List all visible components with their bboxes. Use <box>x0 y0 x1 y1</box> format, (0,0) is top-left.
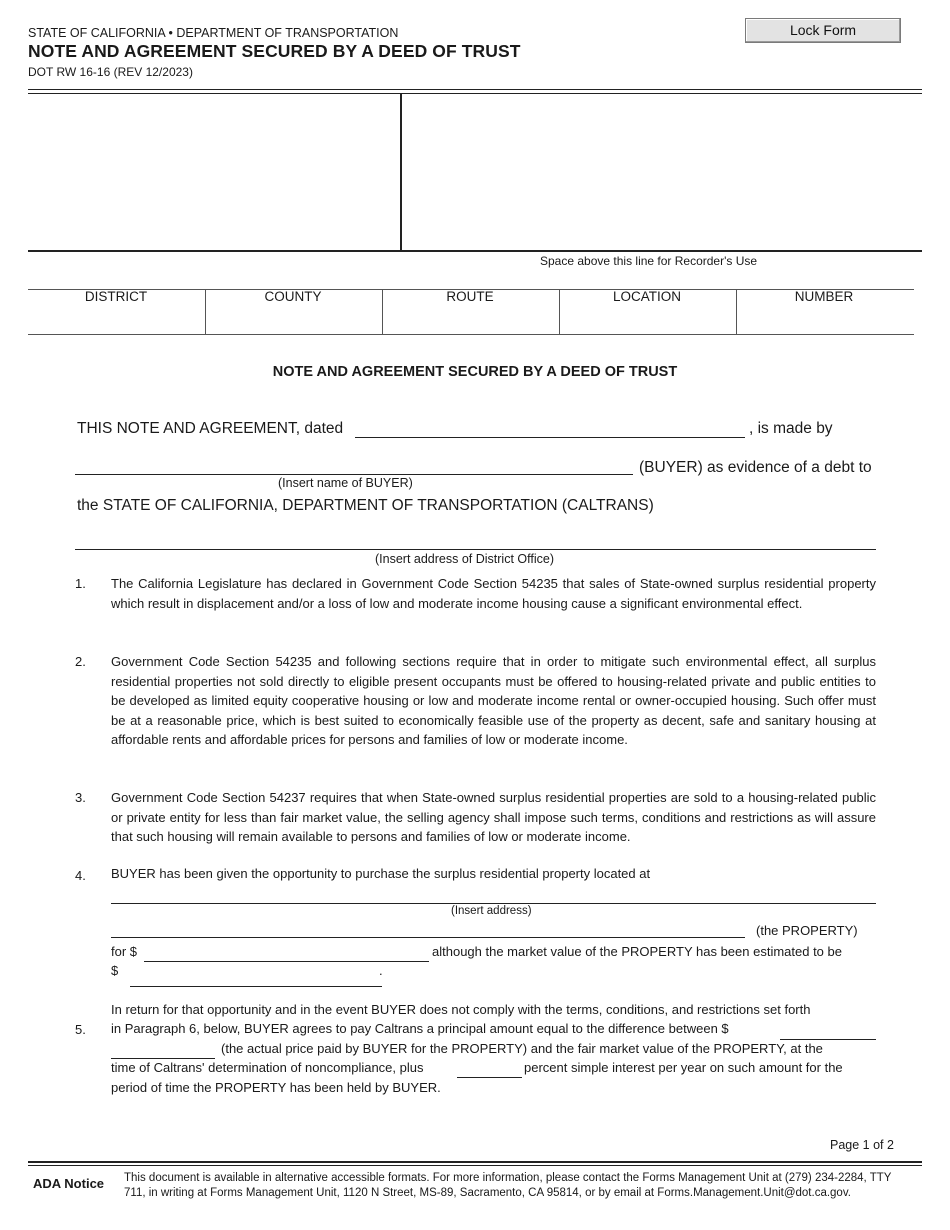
property-address-field-2[interactable] <box>111 937 745 938</box>
district-address-field[interactable] <box>75 549 876 550</box>
column-route: ROUTE <box>446 289 494 304</box>
dated-prefix: THIS NOTE AND AGREEMENT, dated <box>77 420 344 437</box>
paragraph-number: 2. <box>75 654 86 669</box>
property-address-caption: (Insert address) <box>451 905 532 917</box>
district-address-caption: (Insert address of District Office) <box>375 552 554 566</box>
property-address-field-1[interactable] <box>111 903 876 904</box>
table-bottom-rule <box>28 334 914 335</box>
paragraph-number: 4. <box>75 868 86 883</box>
buyer-caption: (Insert name of BUYER) <box>278 476 413 490</box>
dollar-sign: $ <box>111 963 119 978</box>
state-line: the STATE OF CALIFORNIA, DEPARTMENT OF TRANSPORTATION (CALTRANS) <box>77 497 654 514</box>
ada-notice-text: This document is available in alternative accessible formats. For more information, please contact the Forms Management Unit at (279) 234-2284, TTY 711, in writing at Forms Management Unit, 1120 N Street, MS-89, Sacramento, CA 95814, or by email at Forms.Management.Unit@dot.ca.gov. <box>124 1172 892 1199</box>
document-title: NOTE AND AGREEMENT SECURED BY A DEED OF TRUST <box>28 41 521 61</box>
footer-rule-bottom <box>28 1165 922 1166</box>
page-number: Page 1 of 2 <box>830 1138 894 1152</box>
form-code: DOT RW 16-16 (REV 12/2023) <box>28 65 193 79</box>
paragraph-5-line-2: in Paragraph 6, below, BUYER agrees to pay Caltrans a principal amount equal to the difference between $ <box>111 1021 729 1036</box>
buyer-suffix: (BUYER) as evidence of a debt to <box>639 459 872 476</box>
market-value-field[interactable] <box>130 986 382 987</box>
ada-notice-label: ADA Notice <box>33 1176 105 1191</box>
difference-amount-field-cont[interactable] <box>111 1058 215 1059</box>
recorder-divider <box>400 94 402 251</box>
recorder-line <box>28 250 922 252</box>
property-label: (the PROPERTY) <box>756 923 858 938</box>
paragraph-4: BUYER has been given the opportunity to purchase the surplus residential property located at <box>111 866 651 881</box>
paragraph-2: Government Code Section 54235 and following sections require that in order to mitigate such environmental effect, all surplus residential properties not sold directly to eligible present occupants must be offered to housing-related private and public entities to be developed as limited equity cooperative housing or low and moderate income rental or owner-occupied housing. Such offer must be at a reasonable price, which is best suited to economically feasible use of the property as decent, safe and sanitary housing at affordable rents and affordable prices for persons and families of low or moderate income. <box>111 654 876 747</box>
paragraph-1: The California Legislature has declared in Government Code Section 54235 that sales of State-owned surplus residential property which result in displacement and/or a loss of low and moderate income housing cause a significant environmental effect. <box>111 576 876 611</box>
header-rule-top <box>28 89 922 90</box>
agency-line: STATE OF CALIFORNIA • DEPARTMENT OF TRANSPORTATION <box>28 26 399 40</box>
price-field[interactable] <box>144 961 429 962</box>
lock-form-button[interactable]: Lock Form <box>745 18 901 43</box>
dated-suffix: , is made by <box>749 420 833 437</box>
difference-amount-field[interactable] <box>780 1039 876 1040</box>
paragraph-5-line-3: (the actual price paid by BUYER for the PROPERTY) and the fair market value of the PROPERTY, at the <box>221 1041 823 1056</box>
paragraph-number: 1. <box>75 576 86 591</box>
recorder-note: Space above this line for Recorder's Use <box>540 254 758 268</box>
paragraph-number: 5. <box>75 1022 86 1037</box>
paragraph-5-line-5: period of time the PROPERTY has been held by BUYER. <box>111 1080 441 1095</box>
buyer-name-field[interactable] <box>75 474 633 475</box>
period-mark: . <box>379 963 383 978</box>
paragraph-number: 3. <box>75 790 86 805</box>
paragraph-3: Government Code Section 54237 requires that when State-owned surplus residential properties are sold to a housing-related public or private entity for less than fair market value, the selling agency shall impose such terms, conditions and restrictions as will assure that such housing will remain available to persons and families of low or moderate income. <box>111 790 876 844</box>
interest-percent-field[interactable] <box>457 1077 522 1078</box>
column-number: NUMBER <box>794 289 854 304</box>
paragraph-5-line-1: In return for that opportunity and in the event BUYER does not comply with the terms, conditions, and restrictions set forth <box>111 1002 811 1017</box>
paragraph-5-line-4a: time of Caltrans' determination of noncompliance, plus <box>111 1060 424 1075</box>
for-label: for $ <box>111 944 138 959</box>
form-title: NOTE AND AGREEMENT SECURED BY A DEED OF TRUST <box>272 364 678 380</box>
column-county: COUNTY <box>264 289 322 304</box>
paragraph-5-line-4b: percent simple interest per year on such amount for the <box>524 1060 843 1075</box>
date-field[interactable] <box>355 437 745 438</box>
header-rule-bottom <box>28 93 922 94</box>
market-text: although the market value of the PROPERTY has been estimated to be <box>432 944 842 959</box>
column-district: DISTRICT <box>84 289 148 304</box>
column-location: LOCATION <box>612 289 681 304</box>
footer-rule-top <box>28 1161 922 1163</box>
